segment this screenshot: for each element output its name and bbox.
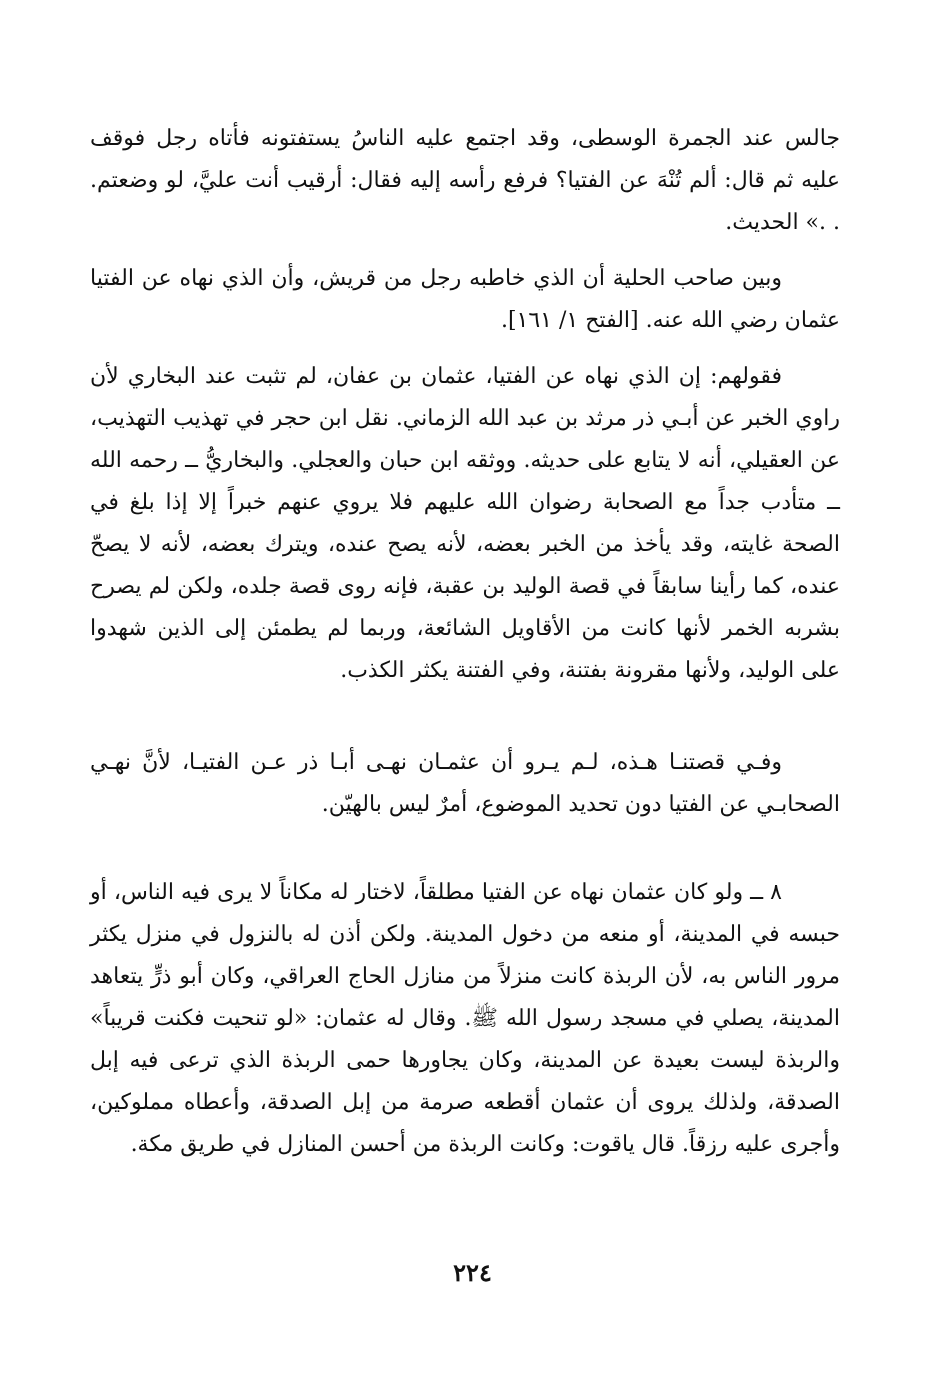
- page-number: ٢٢٤: [453, 1258, 492, 1287]
- paragraph-text: جالس عند الجمرة الوسطى، وقد اجتمع عليه الناسُ يستفتونه فأتاه رجل فوقف عليه ثم قال: ألم تُنْهَ عن الفتيا؟ فرفع رأسه إليه فقال: أرقيب أنت عليَّ، لو وضعتم. . .» الحديث.: [90, 126, 840, 235]
- paragraph-text: وفـي قصتنـا هـذه، لـم يـرو أن عثمـان نهـى أبـا ذر عـن الفتيـا، لأنَّ نهـي الصحابـي عن الفتيا دون تحديد الموضوع، أمرٌ ليس بالهيّن.: [90, 750, 840, 817]
- paragraph-hilya-note: [90, 258, 840, 342]
- paragraph-text: وبين صاحب الحلية أن الذي خاطبه رجل من قريش، وأن الذي نهاه عن الفتيا عثمان رضي الله عنه. [الفتح ١/ ١٦١].: [90, 266, 840, 333]
- paragraph-text: ٨ ــ ولو كان عثمان نهاه عن الفتيا مطلقاً، لاختار له مكاناً لا يرى فيه الناس، أو حبسه في المدينة، أو منعه من دخول المدينة. ولكن أذن له بالنزول في منزل يكثر مرور الناس به، لأن الربذة كانت منزلاً من منازل الحاج العراقي، وكان أبو ذرٍّ يتعاهد المدينة، يصلي في مسجد رسول الله ﷺ. وقال له عثمان: «لو تنحيت فكنت قريباً» والربذة ليست بعيدة عن المدينة، وكان يجاورها حمى الربذة الذي ترعى فيه إبل الصدقة، ولذلك يروى أن عثمان أقطعه صرمة من إبل الصدقة، وأعطاه مملوكين، وأجرى عليه رزقاً. قال ياقوت: وكانت الربذة من أحسن المنازل في طريق مكة.: [90, 880, 840, 1157]
- paragraph-continuation: [90, 118, 840, 244]
- paragraph-story-note: [90, 742, 840, 826]
- paragraph-text: فقولهم: إن الذي نهاه عن الفتيا، عثمان بن عفان، لم تثبت عند البخاري لأن راوي الخبر عن أبـي ذر مرثد بن عبد الله الزماني. نقل ابن حجر في تهذيب التهذيب، عن العقيلي، أنه لا يتابع على حديثه. ووثقه ابن حبان والعجلي. والبخاريُّ ــ رحمه الله ــ متأدب جداً مع الصحابة رضوان الله عليهم فلا يروي عنهم خبراً إلا إذا بلغ في الصحة غايته، وقد يأخذ من الخبر بعضه، لأنه يصح عنده، ويترك بعضه، لأنه لا يصحّ عنده، كما رأينا سابقاً في قصة الوليد بن عقبة، فإنه روى قصة جلده، ولكن لم يصرح بشربه الخمر لأنها كانت من الأقاويل الشائعة، وربما لم يطمئن إلى الذين شهدوا على الوليد، ولأنها مقرونة بفتنة، وفي الفتنة يكثر الكذب.: [90, 364, 840, 683]
- paragraph-bukhari-discussion: [90, 356, 840, 692]
- paragraph-point-eight: [90, 872, 840, 1166]
